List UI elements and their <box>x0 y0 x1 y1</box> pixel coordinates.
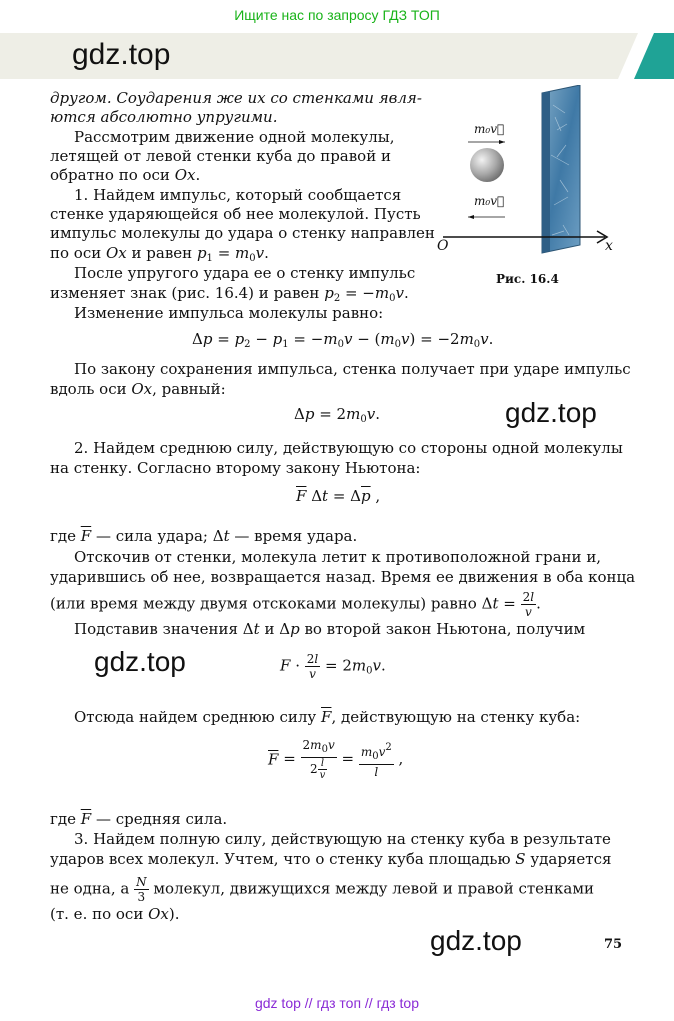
text-line: где $\overline{F}$ — средняя сила. <box>50 810 228 828</box>
text-line: Рассмотрим движение одной молекулы, <box>74 128 395 146</box>
text-line: летящей от левой стенки куба до правой и <box>50 147 391 165</box>
axis-origin-label: O <box>437 238 449 254</box>
text-line: где $\overline{F}$ — сила удара; Δt — время удара. <box>50 527 358 545</box>
text-line: 1. Найдем импульс, который сообщается <box>74 186 402 204</box>
equation-newton-second-law: $\overline{F}$ $\Delta t = \Delta\overline{p}$ , <box>296 487 381 505</box>
site-logo[interactable]: gdz.top <box>72 38 171 71</box>
watermark: gdz.top <box>430 925 522 956</box>
text-line: Отскочив от стенки, молекула летит к противоположной грани и, <box>74 548 602 566</box>
text-line: по оси Ox и равен $p_1 = m_0v$. <box>50 244 269 264</box>
search-hint-link[interactable]: Ищите нас по запросу ГДЗ ТОП <box>234 7 440 23</box>
text-line: (т. е. по оси Ox). <box>50 905 180 923</box>
text-line: вдоль оси Ox, равный: <box>50 380 226 398</box>
text-line: Изменение импульса молекулы равно: <box>74 304 384 322</box>
momentum-label-forward: m₀v⃗ <box>474 122 505 136</box>
text-line: ударившись об нее, возвращается назад. Время ее движения в оба конца <box>50 568 636 586</box>
figure-caption: Рис. 16.4 <box>496 272 559 286</box>
text-line: Отсюда найдем среднюю силу $\overline{F}$, действующую на стенку куба: <box>74 708 581 726</box>
page-number: 75 <box>604 937 623 952</box>
equation-force-substituted: F · $\frac{2l}{v}$ = $2m_0v$. <box>280 652 386 681</box>
watermark: gdz.top <box>94 646 186 677</box>
footer-links[interactable]: gdz top // гдз топ // гдз top <box>254 995 420 1011</box>
text-line: По закону сохранения импульса, стенка получает при ударе импульс <box>74 360 631 378</box>
text-line: другом. Соударения же их со стенками явля- <box>50 89 422 107</box>
text-line: изменяет знак (рис. 16.4) и равен $p_2 = -m_0v$. <box>50 284 409 304</box>
molecule-ball <box>470 148 504 182</box>
text-line: (или время между двумя отскоками молекулы) равно Δt = $\frac{2l}{v}$ . <box>50 590 541 619</box>
text-line: После упругого удара ее о стенку импульс <box>74 264 416 282</box>
figure-16-4 <box>435 85 615 260</box>
equation-average-force: $\overline{F}$ = $2m_0v$ 2 $\frac{l}{v}$ = $\frac{m_0v^2}{l}$ , <box>268 738 404 781</box>
text-line: стенке ударяющейся об нее молекулой. Пусть <box>50 205 421 223</box>
text-line: 2. Найдем среднюю силу, действующую со стороны одной молекулы <box>74 439 623 457</box>
watermark: gdz.top <box>505 397 597 428</box>
text-line: обратно по оси Ox. <box>50 166 201 184</box>
equation-wall-momentum: $\Delta p = 2m_0v$. <box>294 405 380 425</box>
text-line: на стенку. Согласно второму закону Ньютона: <box>50 459 421 477</box>
equation-momentum-change: $\Delta p = p_2 - p_1 = -m_0v - (m_0v) = -2m_0v$. <box>192 330 494 350</box>
axis-x-label: x <box>605 238 613 254</box>
text-line: импульс молекулы до удара о стенку направлен <box>50 224 435 242</box>
text-line: ются абсолютно упругими. <box>50 108 278 126</box>
text-line: ударов всех молекул. Учтем, что о стенку куба площадью S ударяется <box>50 850 612 868</box>
text-line: Подставив значения Δt и Δp во второй закон Ньютона, получим <box>74 620 586 638</box>
text-line: не одна, а $\frac{N}{3}$ молекул, движущихся между левой и правой стенками <box>50 875 595 904</box>
momentum-label-backward: m₀v⃗ <box>474 194 505 208</box>
text-line: 3. Найдем полную силу, действующую на стенку куба в результате <box>74 830 611 848</box>
